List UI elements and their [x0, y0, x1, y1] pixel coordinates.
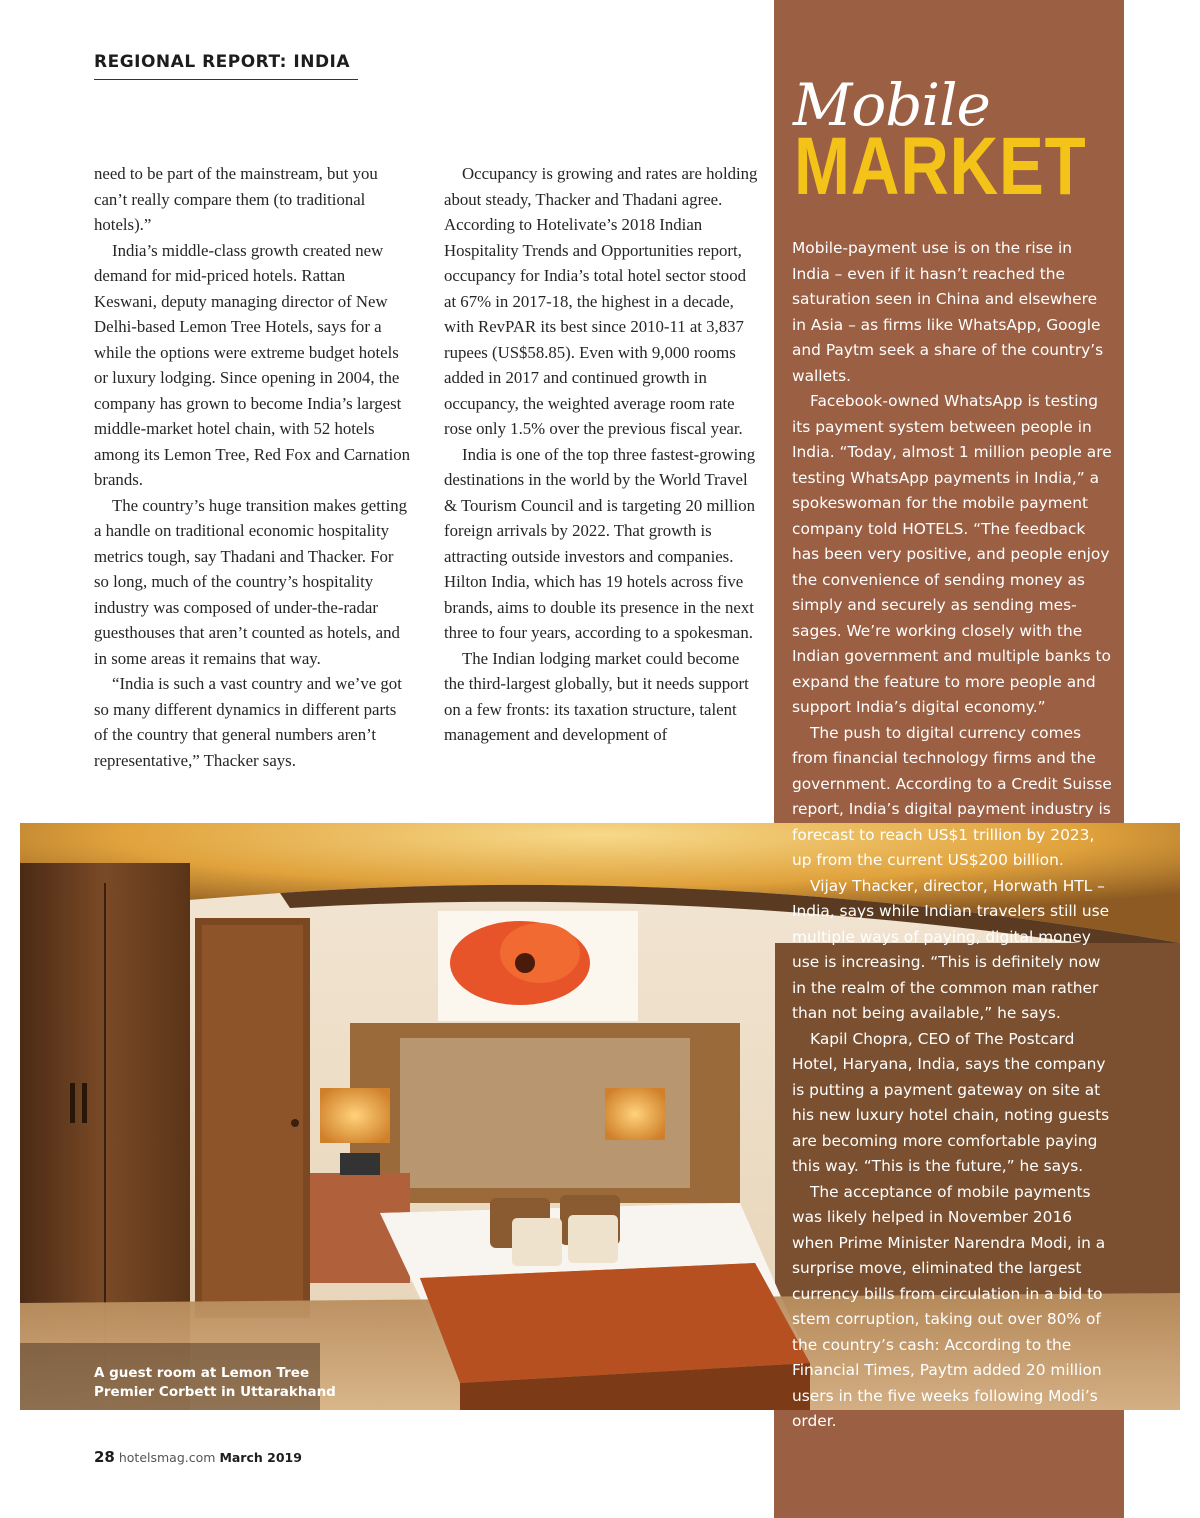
page-number: 28	[94, 1448, 115, 1466]
paragraph: India’s middle-class growth created new demand for mid-priced hotels. Rattan Keswani, deputy managing director of New Delhi-based Lemon Tree Hotels, says for a while the options were extreme budget hotels or luxury lodging. Since opening in 2004, the company has grown to become India’s largest middle-market hotel chain, with 52 hotels among its Lemon Tree, Red Fox and Carnation brands.	[94, 240, 411, 489]
photo-caption: A guest room at Lemon Tree Premier Corbett in Uttarakhand	[94, 1365, 336, 1400]
sidebar-paragraph: The acceptance of mobile payments was likely helped in November 2016 when Prime Minister Narendra Modi, in a surprise move, eliminated the largest currency bills from circulation in a bid to stem corruption, taking out over 80% of the country’s cash: According to the Financial Times, Paytm added 20 million users in the five weeks following Modi’s order.	[792, 1182, 1106, 1430]
sidebar-paragraph: Facebook-owned WhatsApp is testing its payment system between people in India. “Today, almost 1 million people are testing WhatsApp payments in India,” a spokeswoman for the mobile payment company told HOTELS. “The feedback has been very positive, and people enjoy the convenience of sending money as simply and securely as sending messages. We’re working closely with the Indian government and multiple banks to expand the feature to more people and support India’s digital economy.”	[792, 392, 1112, 716]
sidebar-paragraph: Kapil Chopra, CEO of The Postcard Hotel, Haryana, India, says the company is putting a payment gateway on site at his new luxury hotel chain, noting guests are becoming more comfortable paying this way. “This is the future,” he says.	[792, 1029, 1110, 1175]
paragraph: The country’s huge transition makes getting a handle on traditional economic hospitality metrics tough, say Thadani and Thacker. For so long, much of the country’s hospitality industry was composed of under-the-radar guesthouses that aren’t counted as hotels, and in some areas it remains that way.	[94, 495, 408, 668]
footer-site: hotelsmag.com	[118, 1450, 216, 1465]
paragraph: India is one of the top three fastest-growing destinations in the world by the World Travel & Tourism Council and is targeting 20 million foreign arrivals by 2022. That growth is attracting outside investors and companies. Hilton India, which has 19 hotels across five brands, aims to double its presence in the next three to four years, according to a spokesman.	[444, 444, 756, 642]
sidebar-paragraph: The push to digital currency comes from financial technology firms and the government. According to a Credit Suisse report, India’s digital payment industry is forecast to reach US$1 trillion by 2023, up from the current US$200 billion.	[792, 723, 1112, 869]
footer-date: March 2019	[219, 1450, 302, 1465]
page-footer	[94, 1448, 302, 1466]
article-column-1	[94, 161, 412, 773]
paragraph: “India is such a vast country and we’ve got so many different dynamics in different parts of the country that general numbers aren’t representative,” Thacker says.	[94, 674, 402, 770]
sidebar-title-market: MARKET	[794, 121, 1087, 212]
sidebar-body	[792, 236, 1114, 1435]
sidebar-paragraph: Vijay Thacker, director, Horwath HTL – India, says while Indian travelers still use multiple ways of paying, digital money use is increasing. “This is definitely now in the realm of the common man rather than not being available,” he says.	[792, 876, 1110, 1022]
section-rule	[94, 79, 358, 80]
sidebar-title-mobile: Mobile	[793, 71, 990, 139]
paragraph: need to be part of the mainstream, but you can’t really compare them (to traditional hotels).”	[94, 164, 378, 234]
article-column-2	[444, 161, 762, 748]
sidebar-paragraph: Mobile-payment use is on the rise in India – even if it hasn’t reached the saturation seen in China and elsewhere in Asia – as firms like WhatsApp, Google and Paytm seek a share of the country’s wallets.	[792, 239, 1104, 385]
section-label: REGIONAL REPORT: INDIA	[94, 52, 351, 72]
paragraph: The Indian lodging market could become the third-largest globally, but it needs support on a few fronts: its taxation structure, talent management and development of	[444, 648, 749, 744]
paragraph: Occupancy is growing and rates are holding about steady, Thacker and Thadani agree. According to Hotelivate’s 2018 Indian Hospitality Trends and Opportunities report, occupancy for India’s total hotel sector stood at 67% in 2017-18, the highest in a decade, with RevPAR its best since 2010-11 at 3,837 rupees (US$58.85). Even with 9,000 rooms added in 2017 and continued growth in occupancy, the weighted average room rate rose only 1.5% over the previous fiscal year.	[444, 164, 758, 438]
